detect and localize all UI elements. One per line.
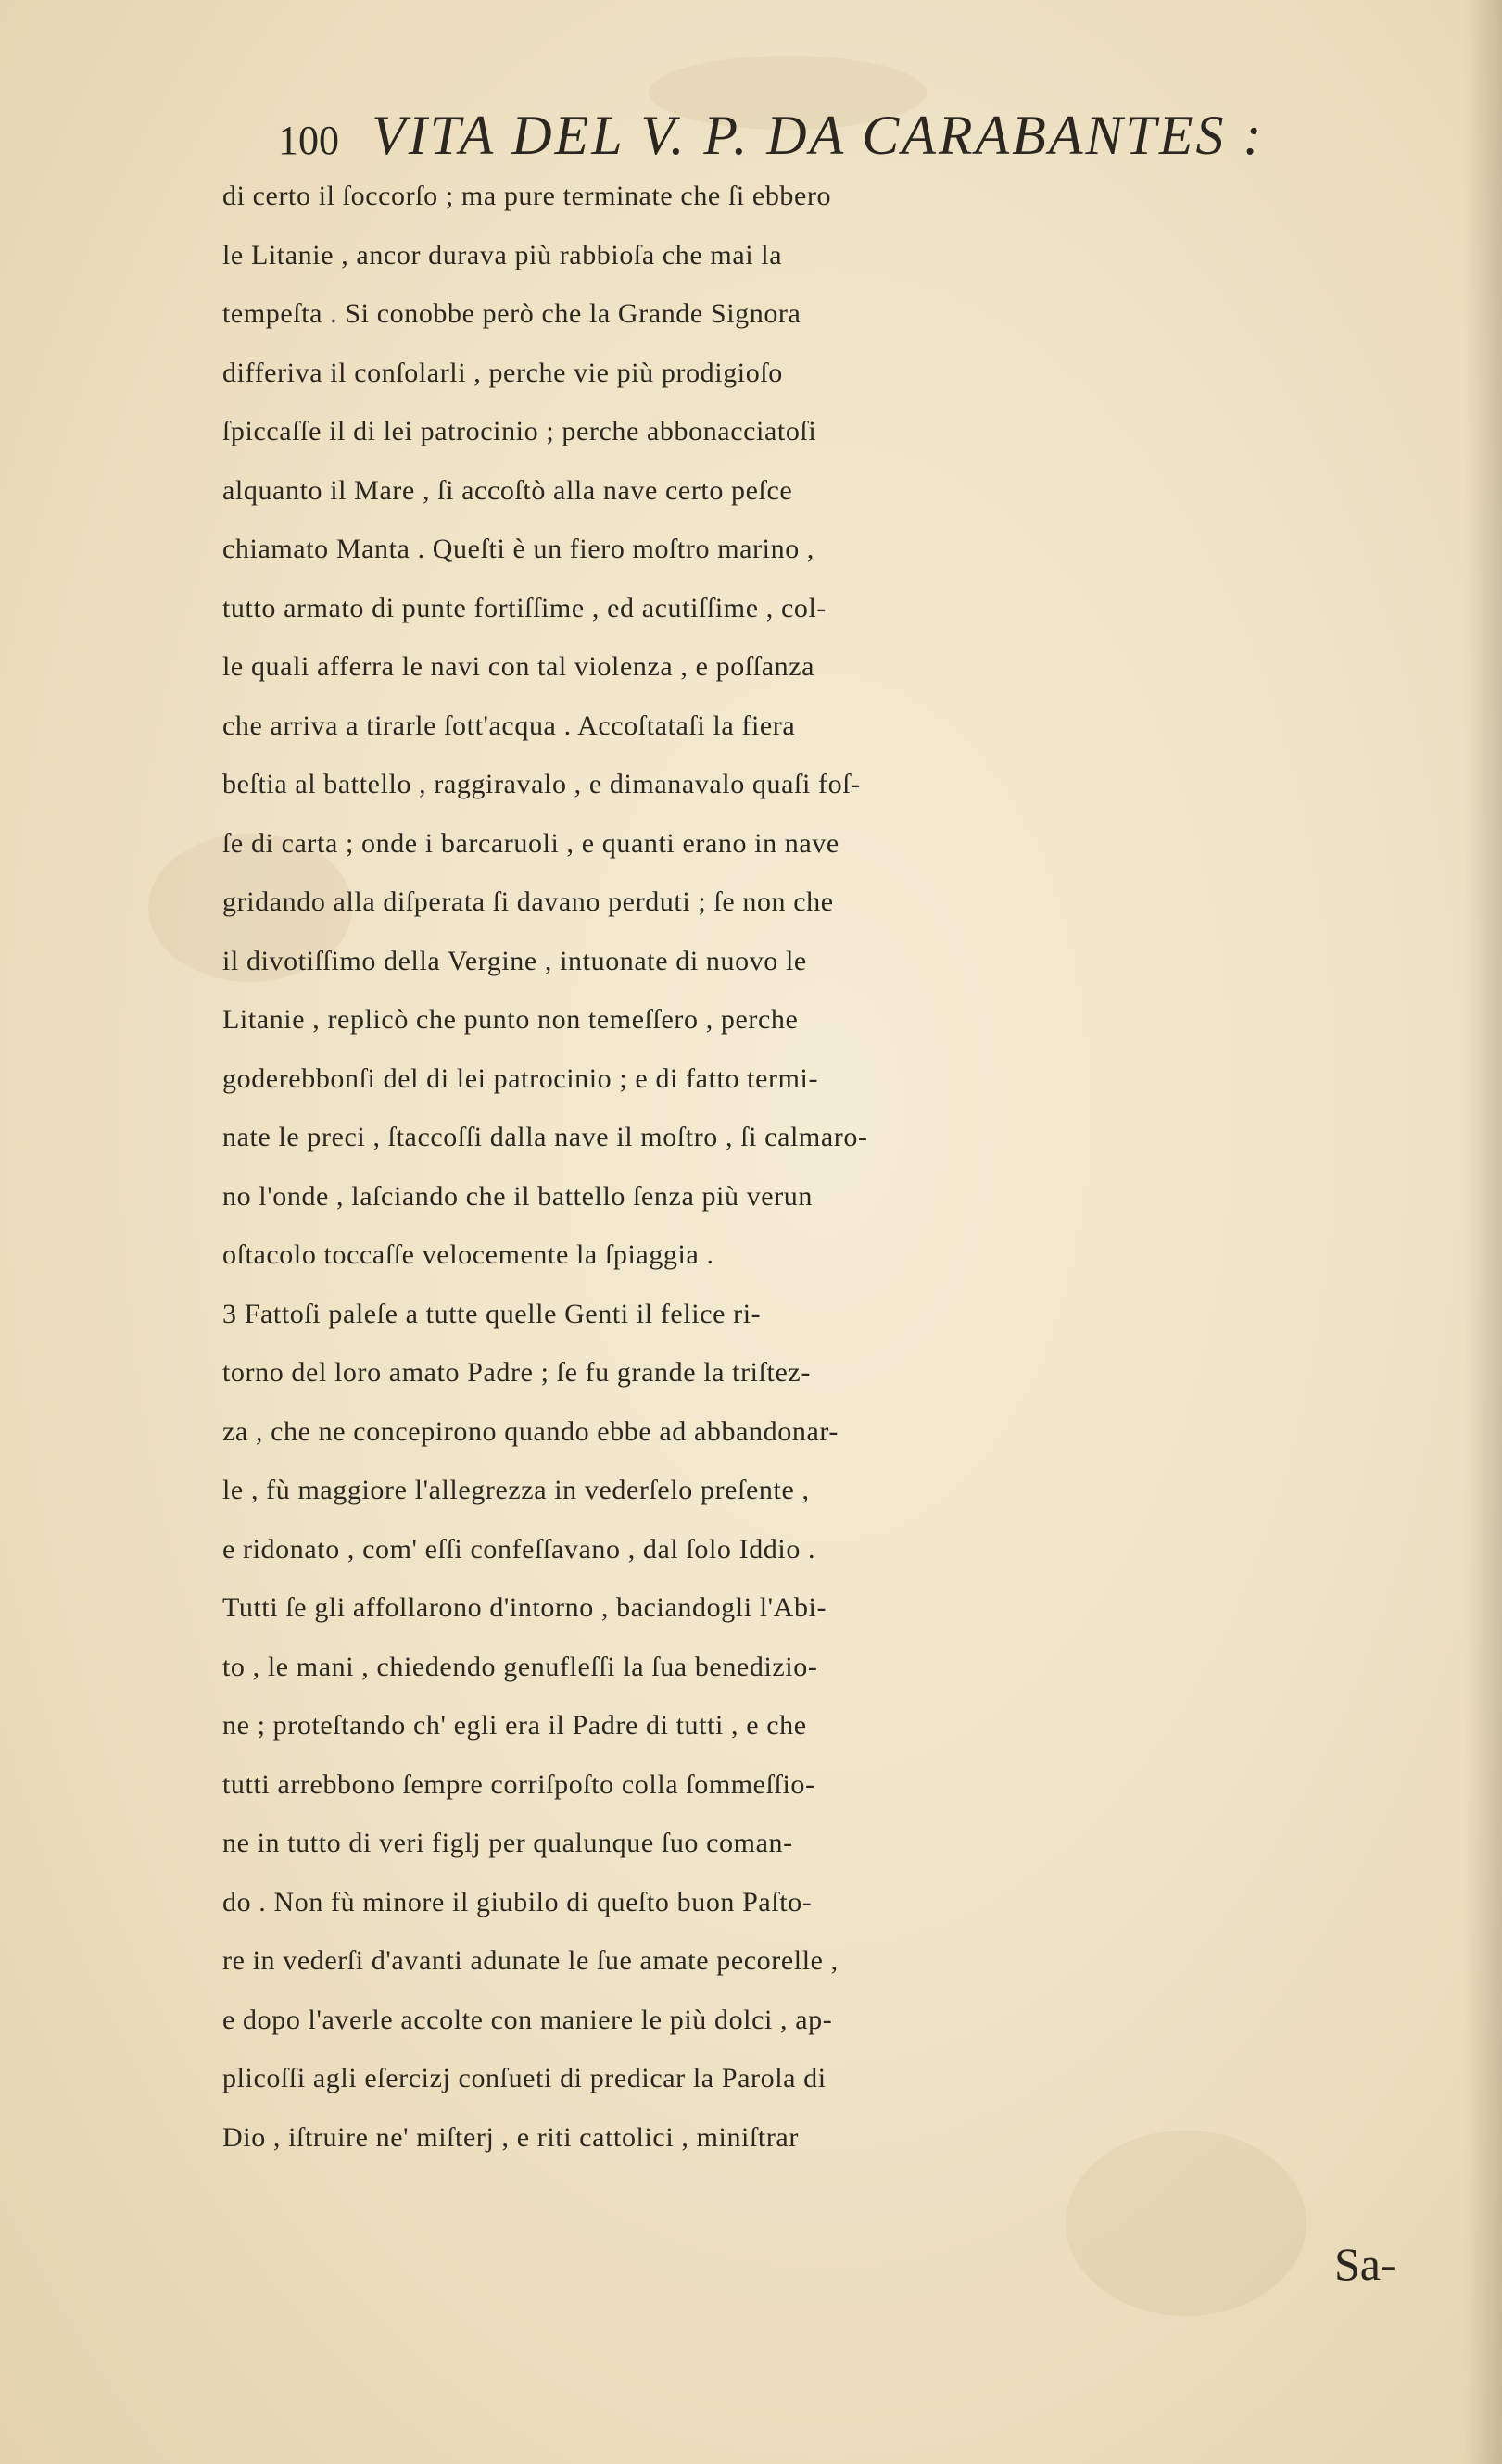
- text-line: tutti arrebbono ſempre corriſpoſto colla ſommeſſio-: [222, 1768, 815, 1800]
- text-line: Litanie , replicò che punto non temeſſero , perche: [222, 1004, 799, 1035]
- text-line: no l'onde , laſciando che il battello ſenza più verun: [222, 1180, 813, 1212]
- text-line: differiva il conſolarli , perche vie più prodigioſo: [222, 357, 783, 388]
- text-line: torno del loro amato Padre ; ſe fu grande la triſtez-: [222, 1357, 811, 1388]
- text-line: le Litanie , ancor durava più rabbioſa che mai la: [222, 239, 783, 270]
- text-line: za , che ne concepirono quando ebbe ad abbandonar-: [222, 1415, 839, 1447]
- text-line: nate le preci , ſtaccoſſi dalla nave il moſtro , ſi calmaro-: [222, 1122, 868, 1152]
- text-line: ne in tutto di veri figlj per qualunque ſuo coman-: [222, 1828, 793, 1858]
- text-line: gridando alla diſperata ſi davano perduti ; ſe non che: [222, 886, 834, 917]
- text-line: le quali afferra le navi con tal violenza , e poſſanza: [222, 651, 815, 682]
- text-line: tutto armato di punte fortiſſime , ed acutiſſime , col-: [222, 592, 827, 623]
- text-line: 3 Fattoſi paleſe a tutte quelle Genti il felice ri-: [222, 1298, 762, 1329]
- text-line: to , le mani , chiedendo genufleſſi la ſua benedizio-: [222, 1651, 818, 1682]
- text-line: il divotiſſimo della Vergine , intuonate di nuovo le: [222, 945, 807, 976]
- text-line: alquanto il Mare , ſi accoſtò alla nave certo peſce: [222, 474, 793, 506]
- text-line: goderebbonſi del di lei patrocinio ; e di fatto termi-: [222, 1062, 819, 1094]
- text-line: ſe di carta ; onde i barcaruoli , e quanti erano in nave: [222, 827, 839, 859]
- body-text: [222, 167, 1501, 2167]
- running-head: VITA DEL V. P. DA CARABANTES :: [372, 105, 1265, 166]
- text-line: di certo il ſoccorſo ; ma pure terminate che ſi ebbero: [222, 181, 832, 211]
- text-line: ne ; proteſtando ch' egli era il Padre di tutti , e che: [222, 1710, 807, 1741]
- text-line: plicoſſi agli eſercizj conſueti di predicar la Parola di: [222, 2063, 827, 2093]
- text-line: ſpiccaſſe il di lei patrocinio ; perche abbonacciatoſi: [222, 416, 817, 446]
- text-line: le , fù maggiore l'allegrezza in vederſelo preſente ,: [222, 1475, 810, 1505]
- catchword: Sa-: [1334, 2238, 1396, 2290]
- page-number: 100: [278, 118, 339, 163]
- text-line: e dopo l'averle accolte con maniere le più dolci , ap-: [222, 2004, 833, 2035]
- text-line: tempeſta . Si conobbe però che la Grande Signora: [222, 298, 801, 329]
- text-line: beſtia al battello , raggiravalo , e dimanavalo quaſi foſ-: [222, 769, 861, 799]
- text-line: re in vederſi d'avanti adunate le ſue amate pecorelle ,: [222, 1945, 839, 1976]
- text-line: oſtacolo toccaſſe velocemente la ſpiaggia .: [222, 1239, 714, 1270]
- text-line: Dio , iſtruire ne' miſterj , e riti cattolici , miniſtrar: [222, 2121, 799, 2153]
- text-line: do . Non fù minore il giubilo di queſto buon Paſto-: [222, 1886, 813, 1917]
- text-line: che arriva a tirarle ſott'acqua . Accoſtataſi la fiera: [222, 710, 796, 741]
- text-line: Tutti ſe gli affollarono d'intorno , baciandogli l'Abi-: [222, 1592, 827, 1623]
- text-line: e ridonato , com' eſſi confeſſavano , dal ſolo Iddio .: [222, 1533, 816, 1565]
- text-line: chiamato Manta . Queſti è un fiero moſtro marino ,: [222, 534, 814, 564]
